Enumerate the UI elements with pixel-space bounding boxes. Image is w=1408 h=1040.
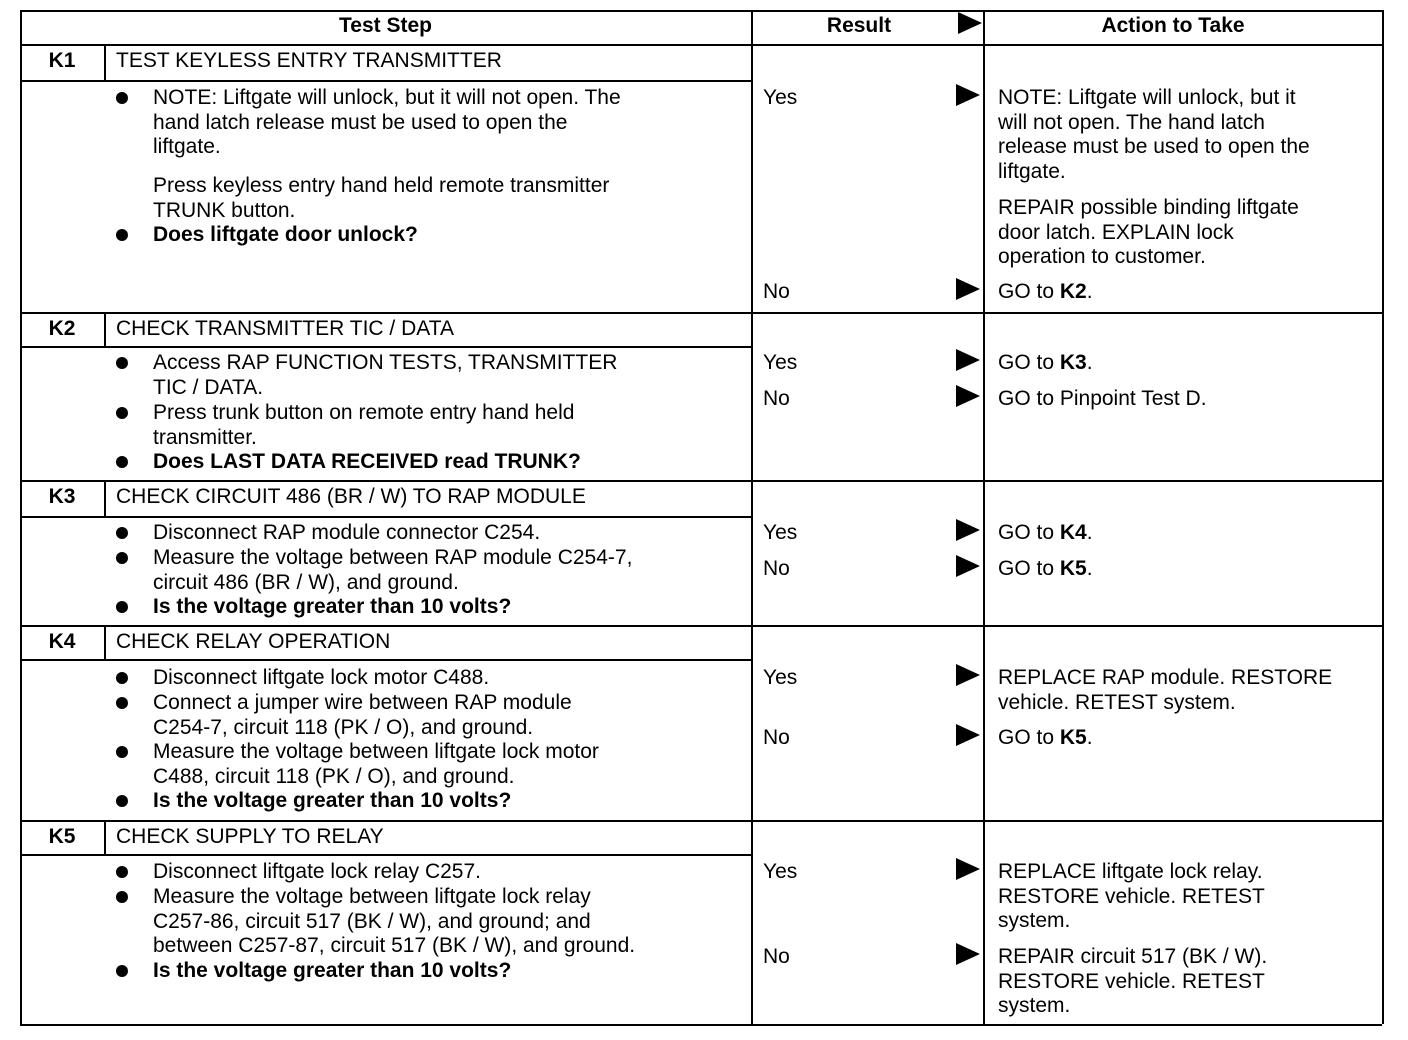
arrow-icon [956,84,980,106]
step-title: CHECK TRANSMITTER TIC / DATA [116,317,454,340]
action-text: REPAIR circuit 517 (BK / W). [998,945,1268,968]
step-text: Is the voltage greater than 10 volts? [153,789,512,812]
step-text: hand latch release must be used to open the [153,110,568,134]
action-text: GO to Pinpoint Test D. [998,387,1207,410]
result-label: Yes [763,860,798,883]
action-text: RESTORE vehicle. RETEST [998,884,1265,908]
bullet-icon [116,601,128,613]
step-id: K5 [48,825,76,848]
result-label: Yes [763,86,798,109]
step-text: Measure the voltage between liftgate lock relay [153,885,591,908]
step-reference: K4 [1059,521,1087,544]
header-action: Action to Take [1101,14,1245,37]
action-text: REPLACE RAP module. RESTORE [998,666,1333,689]
step-text: between C257-87, circuit 517 (BK / W), and ground. [153,934,636,957]
step-reference: K2 [1059,280,1087,303]
step-title-divider [20,346,751,348]
step-text: liftgate. [153,135,221,158]
bullet-icon [116,357,128,369]
step-text: circuit 486 (BR / W), and ground. [153,570,459,594]
arrow-icon [956,519,980,541]
step-text: Disconnect liftgate lock motor C488. [153,666,490,689]
table-border-top [20,10,1382,12]
step-id-divider [104,44,106,80]
step-id-divider [104,480,106,516]
action-text: release must be used to open the [998,135,1310,158]
step-text: Access RAP FUNCTION TESTS, TRANSMITTER [153,351,618,374]
bullet-icon [116,965,128,977]
step-divider [20,1024,1382,1026]
result-label: Yes [763,521,798,544]
step-text: Measure the voltage between RAP module C254-7, [153,546,633,569]
step-text: Does liftgate door unlock? [153,223,418,246]
bullet-icon [116,552,128,564]
step-id: K1 [48,49,76,72]
action-text: operation to customer. [998,245,1206,268]
action-text: door latch. EXPLAIN lock [998,220,1234,244]
action-text: GO to K5. [998,557,1093,580]
step-text: Is the voltage greater than 10 volts? [153,959,512,982]
step-text: Disconnect RAP module connector C254. [153,521,541,544]
step-text: Press keyless entry hand held remote transmitter [153,174,610,197]
bullet-icon [116,672,128,684]
action-text: REPAIR possible binding liftgate [998,196,1299,219]
arrow-icon [956,555,980,577]
step-title-divider [20,659,751,661]
bullet-icon [116,92,128,104]
step-text: C257-86, circuit 517 (BK / W), and ground; and [153,909,591,933]
step-title-divider [20,854,751,856]
step-text: Is the voltage greater than 10 volts? [153,595,512,618]
action-text: system. [998,994,1071,1017]
header-test-step: Test Step [339,14,432,37]
step-text: C254-7, circuit 118 (PK / O), and ground. [153,715,534,739]
step-id: K4 [48,630,76,653]
step-id: K2 [48,317,76,340]
bullet-icon [116,229,128,241]
step-title: CHECK SUPPLY TO RELAY [116,825,384,848]
result-label: No [763,387,790,410]
step-text: Does LAST DATA RECEIVED read TRUNK? [153,450,581,473]
step-text: TRUNK button. [153,198,296,222]
action-column-divider [983,10,985,1024]
arrow-icon [956,724,980,746]
action-text: will not open. The hand latch [998,110,1265,134]
bullet-icon [116,527,128,539]
action-text: GO to K4. [998,521,1093,544]
bullet-icon [116,746,128,758]
result-label: No [763,945,790,968]
step-id-divider [104,312,106,346]
arrow-icon [956,664,980,686]
step-title-divider [20,516,751,518]
action-text: GO to K5. [998,726,1093,749]
step-title: TEST KEYLESS ENTRY TRANSMITTER [116,49,502,72]
result-column-divider [751,10,753,1024]
bullet-icon [116,697,128,709]
step-text: Connect a jumper wire between RAP module [153,691,572,714]
step-reference: K5 [1059,726,1087,749]
action-text: system. [998,909,1071,932]
action-text: NOTE: Liftgate will unlock, but it [998,86,1296,109]
step-text: Disconnect liftgate lock relay C257. [153,860,481,883]
step-title: CHECK RELAY OPERATION [116,630,391,653]
bullet-icon [116,795,128,807]
step-text: NOTE: Liftgate will unlock, but it will not open. The [153,86,621,109]
result-label: No [763,557,790,580]
result-label: Yes [763,351,798,374]
action-text: REPLACE liftgate lock relay. [998,860,1263,883]
step-text: transmitter. [153,425,257,449]
header-arrow-icon [958,12,982,34]
action-text: liftgate. [998,159,1066,183]
step-title: CHECK CIRCUIT 486 (BR / W) TO RAP MODULE [116,485,586,508]
action-text: vehicle. RETEST system. [998,690,1236,714]
bullet-icon [116,407,128,419]
action-text: RESTORE vehicle. RETEST [998,969,1265,993]
step-text: Press trunk button on remote entry hand held [153,401,575,424]
header-result: Result [826,14,892,37]
arrow-icon [956,349,980,371]
step-id-divider [104,625,106,659]
bullet-icon [116,891,128,903]
step-text: Measure the voltage between liftgate lock motor [153,740,599,763]
step-text: TIC / DATA. [153,375,264,399]
result-label: Yes [763,666,798,689]
result-label: No [763,280,790,303]
action-text: GO to K3. [998,351,1093,374]
arrow-icon [956,278,980,300]
action-text: GO to K2. [998,280,1093,303]
arrow-icon [956,943,980,965]
step-id: K3 [48,485,76,508]
step-reference: K3 [1059,351,1087,374]
bullet-icon [116,456,128,468]
step-id-divider [104,820,106,854]
bullet-icon [116,866,128,878]
step-title-divider [20,80,751,82]
arrow-icon [956,385,980,407]
step-reference: K5 [1059,557,1087,580]
result-label: No [763,726,790,749]
arrow-icon [956,858,980,880]
step-text: C488, circuit 118 (PK / O), and ground. [153,764,515,788]
table-border-right [1382,10,1384,1024]
